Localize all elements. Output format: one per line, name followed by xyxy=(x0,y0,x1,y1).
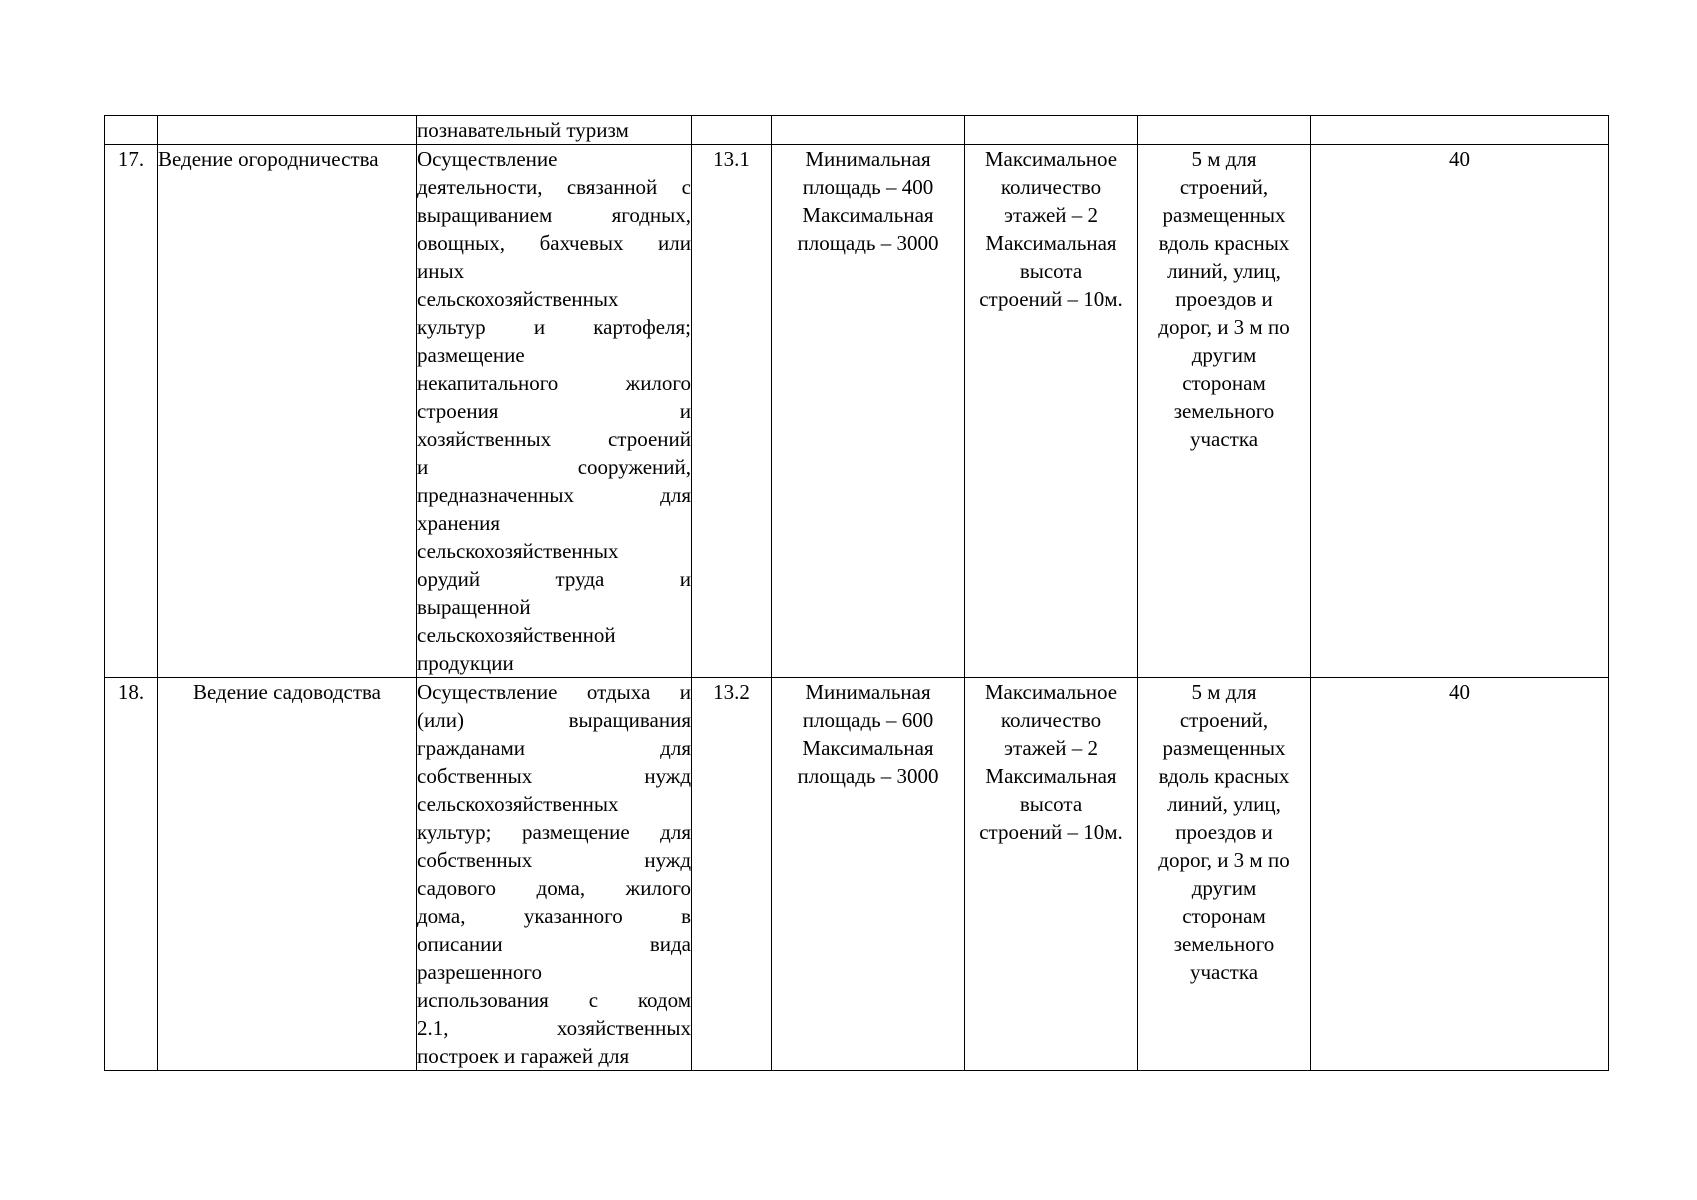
cell-line: количество xyxy=(1000,708,1102,732)
cell-line: строений – 10м. xyxy=(979,820,1123,844)
cell-name: Ведение огородничества xyxy=(158,145,417,678)
cell-line: дорог, и 3 м по xyxy=(1158,848,1290,872)
cell-line: Максимальная xyxy=(985,764,1117,788)
table-row xyxy=(105,145,1609,678)
cell-line: садового дома, жилого xyxy=(417,876,691,900)
indent-lines xyxy=(1138,678,1310,986)
cell-line: сельскохозяйственных xyxy=(417,792,619,816)
cell-line: хранения xyxy=(417,511,501,535)
cell-line: другим xyxy=(1191,876,1257,900)
cell-percent: 40 xyxy=(1311,678,1609,1071)
cell-line: линий, улиц, xyxy=(1167,259,1281,283)
cell-line: участка xyxy=(1189,427,1259,451)
cell-line: хозяйственных строений xyxy=(417,427,691,451)
cell-percent: 40 xyxy=(1311,145,1609,678)
cell-line: собственных нужд xyxy=(417,848,691,872)
cell-line: выращиванием ягодных, xyxy=(417,203,691,227)
cell-line: строений – 10м. xyxy=(979,287,1123,311)
cell-line: вдоль красных xyxy=(1158,231,1290,255)
cell-line: сельскохозяйственной xyxy=(417,623,616,647)
table-row xyxy=(105,678,1609,1071)
cell-line: размещенных xyxy=(1162,203,1286,227)
cell-indent xyxy=(1138,678,1311,1071)
cell-line: выращенной xyxy=(417,595,531,619)
cell-line: дома, указанного в xyxy=(417,904,691,928)
cell-line: этажей – 2 xyxy=(1003,736,1099,760)
cell-area xyxy=(772,678,965,1071)
land-use-regulations-table xyxy=(104,115,1609,1071)
cell-line: гражданами для xyxy=(417,736,691,760)
cell-line: Максимальное xyxy=(984,680,1118,704)
cell-line: Минимальная xyxy=(805,147,931,171)
cell-line: площадь – 600 xyxy=(802,708,934,732)
cell-line: земельного xyxy=(1173,932,1275,956)
cell-line: сторонам xyxy=(1182,371,1266,395)
floors-lines xyxy=(965,678,1137,846)
cell-line: культур и картофеля; xyxy=(417,315,691,339)
cell-floors xyxy=(965,116,1138,145)
cell-description xyxy=(417,678,692,1071)
description-lines xyxy=(417,678,691,1070)
cell-line: сторонам xyxy=(1182,904,1266,928)
cell-line: Максимальное xyxy=(984,147,1118,171)
cell-line: площадь – 400 xyxy=(802,175,934,199)
description-lines xyxy=(417,145,691,677)
cell-line: площадь – 3000 xyxy=(797,231,939,255)
cell-line: площадь – 3000 xyxy=(797,764,939,788)
cell-line: овощных, бахчевых или xyxy=(417,231,691,255)
cell-line: культур; размещение для xyxy=(417,820,691,844)
cell-percent xyxy=(1311,116,1609,145)
cell-line: построек и гаражей для xyxy=(417,1044,630,1068)
cell-line: вдоль красных xyxy=(1158,764,1290,788)
cell-line: предназначенных для xyxy=(417,483,691,507)
cell-line: собственных нужд xyxy=(417,764,691,788)
cell-line: проездов и xyxy=(1175,820,1273,844)
cell-number xyxy=(105,116,158,145)
cell-area xyxy=(772,116,965,145)
cell-line: 5 м для xyxy=(1191,147,1257,171)
cell-line: Максимальная xyxy=(985,231,1117,255)
cell-code: 13.1 xyxy=(692,145,772,678)
cell-line: Минимальная xyxy=(805,680,931,704)
cell-line: Осуществление xyxy=(417,147,558,171)
cell-line: и сооружений, xyxy=(417,455,691,479)
area-lines xyxy=(772,678,964,790)
cell-line: земельного xyxy=(1173,399,1275,423)
table-row-continuation xyxy=(105,116,1609,145)
cell-line: деятельности, связанной с xyxy=(417,175,691,199)
indent-lines xyxy=(1138,145,1310,453)
floors-lines xyxy=(965,145,1137,313)
cell-line: продукции xyxy=(417,651,514,675)
cell-line: высота xyxy=(1019,792,1083,816)
cell-line: проездов и xyxy=(1175,287,1273,311)
cell-line: Максимальная xyxy=(802,203,934,227)
cell-area xyxy=(772,145,965,678)
cell-line: 2.1, хозяйственных xyxy=(417,1016,691,1040)
cell-floors xyxy=(965,145,1138,678)
cell-line: сельскохозяйственных xyxy=(417,287,619,311)
cell-line: описании вида xyxy=(417,932,691,956)
cell-number: 18. xyxy=(105,678,158,1071)
cell-line: иных xyxy=(417,259,465,283)
cell-line: размещенных xyxy=(1162,736,1286,760)
cell-name: Ведение садоводства xyxy=(158,678,417,1071)
cell-line: некапитального жилого xyxy=(417,371,691,395)
cell-line: (или) выращивания xyxy=(417,708,691,732)
cell-line: использования с кодом xyxy=(417,988,691,1012)
cell-code xyxy=(692,116,772,145)
cell-line: сельскохозяйственных xyxy=(417,539,619,563)
cell-line: Осуществление отдыха и xyxy=(417,680,691,704)
cell-name xyxy=(158,116,417,145)
area-lines xyxy=(772,145,964,257)
cell-line: количество xyxy=(1000,175,1102,199)
cell-line: дорог, и 3 м по xyxy=(1158,315,1290,339)
cell-line: строений, xyxy=(1179,175,1269,199)
cell-line: участка xyxy=(1189,960,1259,984)
cell-line: Максимальная xyxy=(802,736,934,760)
cell-number: 17. xyxy=(105,145,158,678)
cell-line: строений, xyxy=(1179,708,1269,732)
cell-line: 5 м для xyxy=(1191,680,1257,704)
cell-floors xyxy=(965,678,1138,1071)
cell-line: линий, улиц, xyxy=(1167,792,1281,816)
cell-line: этажей – 2 xyxy=(1003,203,1099,227)
cell-line: размещение xyxy=(417,343,525,367)
cell-line: орудий труда и xyxy=(417,567,691,591)
cell-indent xyxy=(1138,145,1311,678)
cell-description xyxy=(417,145,692,678)
cell-line: разрешенного xyxy=(417,960,542,984)
cell-indent xyxy=(1138,116,1311,145)
cell-description: познавательный туризм xyxy=(417,116,692,145)
cell-code: 13.2 xyxy=(692,678,772,1071)
cell-line: строения и xyxy=(417,399,691,423)
cell-line: другим xyxy=(1191,343,1257,367)
cell-line: высота xyxy=(1019,259,1083,283)
